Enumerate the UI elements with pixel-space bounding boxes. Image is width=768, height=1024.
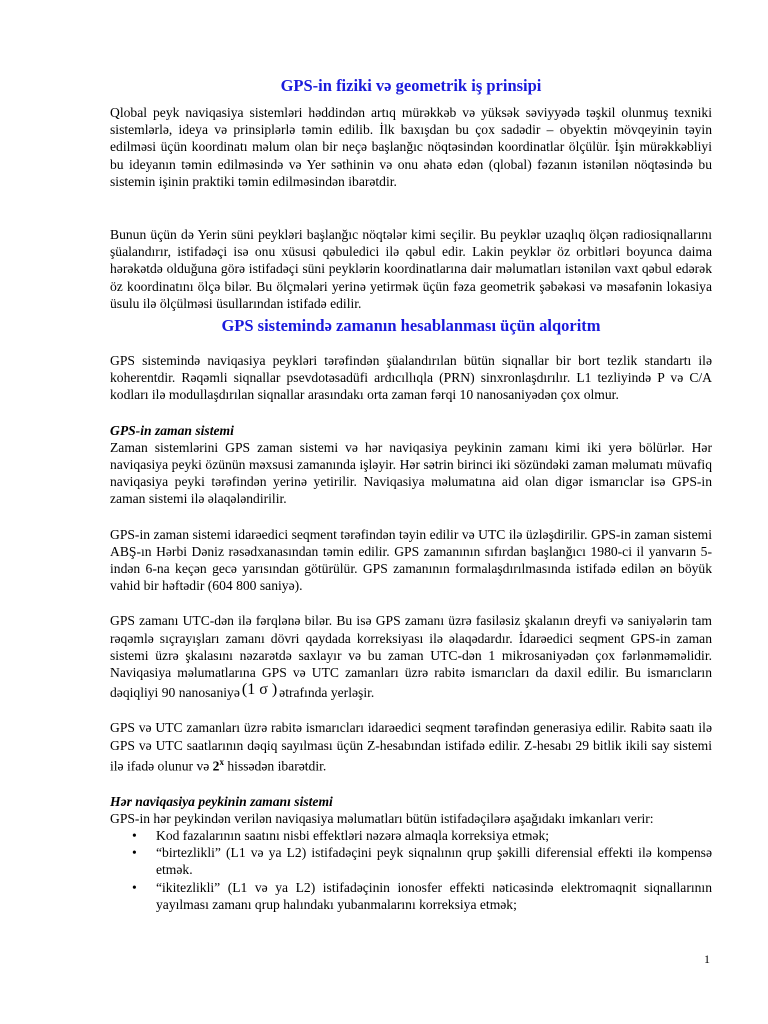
paragraph-control-segment: GPS-in zaman sistemi idarəedici seqment tərəfindən təyin edilir və UTC ilə üzləşdirilir. GPS-in zaman sistemi ABŞ-ın Hərbi Dəniz rəsədxanasından təmin edilir. GPS zamanının sıfırdan başlanğıcı 1980-ci il yanvarın 5-indən 6-na keçən gecə yarısından götürülür. GPS zamanının formalaşdırılmasında istifadə edilən ən böyük vahid bir həftədir (604 800 saniyə). [110, 526, 712, 594]
paragraph-time-systems: Zaman sistemlərini GPS zaman sistemi və hər naviqasiya peykinin zamanı kimi iki yerə bölürlər. Hər naviqasiya peyki özünün məxsusi zamanında işləyir. Hər sətrin birinci iki sözündəki zaman məlumatı müvafiq naviqasiya peyki tərəfindən yerinə yetirilir. Naviqasiya məlumatına aid olan digər ismarıclar isə GPS-in zaman sistemi ilə əlaqələndirilir. [110, 439, 712, 507]
document-body [110, 76, 712, 913]
sigma-expression: (1 σ ) [241, 681, 278, 699]
utc-difference-text: GPS zamanı UTC-dən ilə fərqlənə bilər. Bu isə GPS zamanı üzrə fasiləsiz şkalanın dreyfi və saniyələrin tam rəqəmlə sıçrayışları zamanı dövri qaydada korreksiyası ilə əlaqədardır. İdarəedici seqment GPS-in zaman sistemi üzrə şkalasını nəzarətdə saxlayır və bu zaman UTC-dən 1 mikrosaniyədən çox fərlənməməlidir. Naviqasiya məlumatlarına GPS və UTC zamanları üzrə rabitə ismarıcları da daxil edilir. Bu ismarıcların dəqiqliyi 90 nanosaniyə [110, 613, 712, 701]
z-count-text: GPS və UTC zamanları üzrə rabitə ismarıcları idarəedici seqment tərəfindən generasiya edilir. Rabitə saatı ilə GPS və UTC saatlarının dəqiq sayılması üçün Z-hesabından istifadə edilir. Z-hesabı 29 bitlik ikili say sistemi ilə ifadə olunur və [110, 720, 712, 774]
paragraph-navigation-data: GPS-in hər peykindən verilən naviqasiya məlumatları bütün istifadəçilərə aşağıdakı imkanları verir: [110, 810, 654, 826]
list-item [110, 844, 712, 878]
subheading-satellite-time-system: Hər naviqasiya peykinin zamanı sistemi [110, 793, 333, 809]
utc-difference-end: ətrafında yerləşir. [279, 685, 375, 701]
page-title: GPS-in fiziki və geometrik iş prinsipi [280, 76, 542, 95]
list-item-text: Kod fazalarının saatını nisbi effektləri nəzərə almaqla korreksiya etmək; [156, 828, 550, 844]
spacer [110, 701, 712, 719]
spacer [110, 404, 712, 422]
paragraph-z-count [110, 719, 712, 774]
capabilities-list [110, 827, 712, 913]
subheading-gps-time-system: GPS-in zaman sistemi [110, 422, 234, 438]
spacer [110, 508, 712, 526]
paragraph-satellites: Bunun üçün də Yerin süni peykləri başlanğıc nöqtələr kimi seçilir. Bu peyklər uzaqlıq ölçən radiosiqnallarını şüalandırır, istifadəçi isə onu xüsusi qəbuledici ilə qəbul edir. Lakin peyklər öz orbitləri boyunca daima hərəkətdə olduğuna görə istifadəçi süni peyklərin koordinatlarına dair məlumatları istənilən vaxt qəbul edərək öz koordinatını ölçə bilər. Bu ölçmələri yerinə yetirmək üçün fəza geometrik şəbəkəsi və məsafənin lokasiya üsulu ilə ölçülməsi üsullarından istifadə edilir. [110, 227, 712, 311]
page-number: 1 [704, 952, 710, 966]
bullet-icon: • [132, 879, 137, 895]
power-exponent: x [219, 756, 224, 767]
spacer [110, 190, 712, 226]
power-base: 2 [212, 758, 220, 774]
section-heading-time-algorithm: GPS sistemində zamanın hesablanması üçün alqoritm [221, 316, 601, 336]
list-item-text: “birtezlikli” (L1 və ya L2) istifadəçini peyk siqnalının qrup şəkilli diferensial effekti ilə kompensə etmək. [156, 845, 712, 878]
list-item [110, 827, 712, 844]
paragraph-utc-difference [110, 612, 712, 701]
list-item [110, 879, 712, 913]
bullet-icon: • [132, 845, 137, 861]
spacer [110, 775, 712, 793]
bullet-icon: • [132, 828, 137, 844]
list-item-text: “ikitezlikli” (L1 və ya L2) istifadəçinin ionosfer effekti nəticəsində elektromaqnit siqnallarının yayılması zamanı qrup halındakı yubanmalarını korreksiya etmək; [156, 879, 712, 912]
z-count-end: hissədən ibarətdir. [223, 758, 327, 774]
paragraph-signals: GPS sistemində naviqasiya peykləri tərəfindən şüalandırılan bütün siqnallar bir bort tezlik standartı ilə koherentdir. Rəqəmli siqnallar psevdotəsadüfi ardıcıllıqla (PRN) sinxronlaşdırılır. L1 tezliyində P və C/A kodları ilə modullaşdırılan siqnallar arasındakı orta zaman fərqi 10 nanosaniyədən çox olmur. [110, 353, 712, 403]
spacer [110, 594, 712, 612]
paragraph-intro: Qlobal peyk naviqasiya sistemləri həddindən artıq mürəkkəb və yüksək səviyyədə təşkil olunmuş texniki sistemlərlə, ideya və prinsiplərlə təmin edilib. İlk baxışdan bu çox sadədir – obyektin mövqeyinin təyin edilməsi üçün koordinatı məlum olan bir neçə başlanğıc nöqtəsindən koordinatlar ölçülür. İşin mürəkkəbliyi bu ideyanın təmin edilməsində və Yer səthinin və onu əhatə edən (qlobal) fəzanın istənilən nöqtəsində bu sistemin işinin praktiki təmin edilməsindən ibarətdir. [110, 105, 712, 189]
